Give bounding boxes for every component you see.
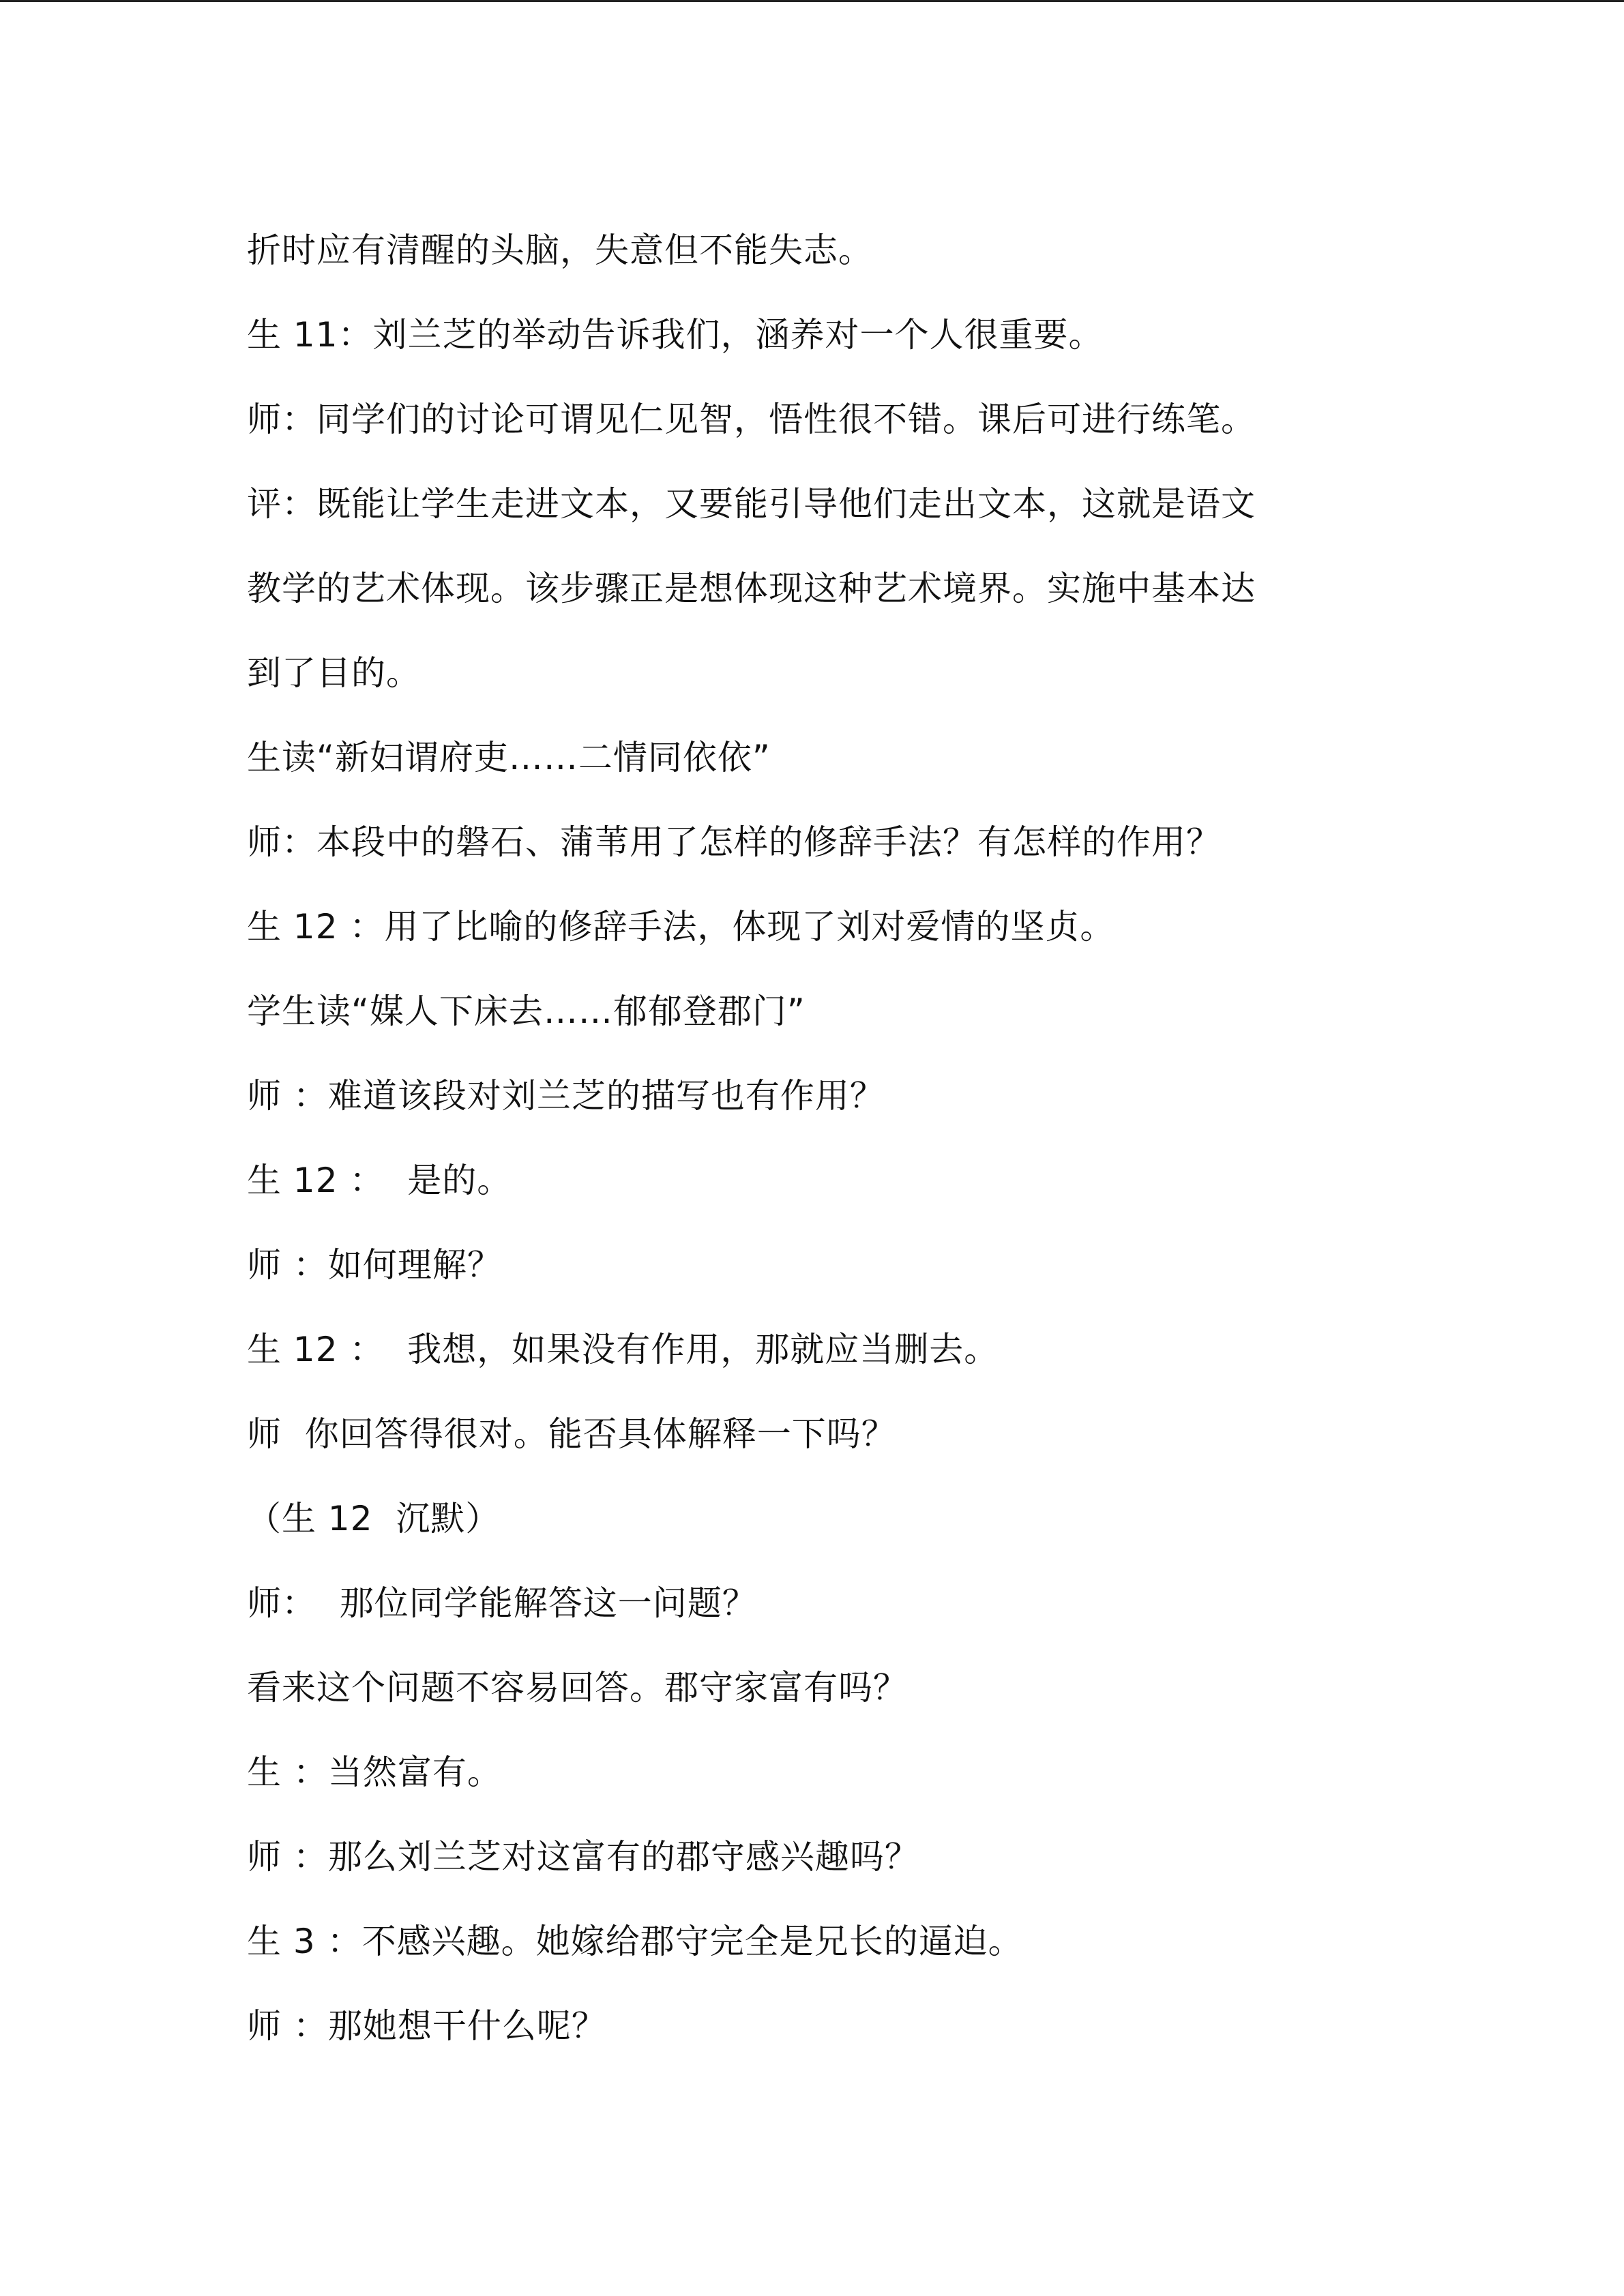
document-body bbox=[247, 208, 1393, 2068]
text-line: （生 12 沉默） bbox=[247, 1499, 501, 1538]
text-line: 师 ：那她想干什么呢？ bbox=[247, 2006, 606, 2046]
text-line: 师 你回答得很对。能否具体解释一下吗？ bbox=[247, 1414, 896, 1454]
text-line: 生 12 ： 是的。 bbox=[247, 1161, 512, 1200]
text-line: 学生读“媒人下床去……郁郁登郡门” bbox=[247, 992, 806, 1031]
text-line: 生读“新妇谓府吏……二情同依依” bbox=[247, 738, 771, 777]
text-line: 生 11：刘兰芝的举动告诉我们，涵养对一个人很重要。 bbox=[247, 315, 1104, 355]
text-line: 师 ：难道该段对刘兰芝的描写也有作用？ bbox=[247, 1076, 885, 1116]
text-line: 评：既能让学生走进文本，又要能引导他们走出文本，这就是语文 bbox=[247, 484, 1256, 524]
text-line: 师：同学们的讨论可谓见仁见智，悟性很不错。课后可进行练笔。 bbox=[247, 400, 1256, 439]
text-line: 师 ：如何理解？ bbox=[247, 1245, 502, 1285]
text-line: 教学的艺术体现。该步骤正是想体现这种艺术境界。实施中基本达 bbox=[247, 569, 1256, 608]
text-line: 折时应有清醒的头脑，失意但不能失志。 bbox=[247, 230, 873, 270]
text-line: 师： 那位同学能解答这一问题？ bbox=[247, 1583, 757, 1623]
text-line: 师 ：那么刘兰芝对这富有的郡守感兴趣吗？ bbox=[247, 1837, 919, 1877]
page-top-border bbox=[0, 0, 1624, 2]
text-line: 生 3 ：不感兴趣。她嫁给郡守完全是兄长的逼迫。 bbox=[247, 1922, 1023, 1961]
text-line: 看来这个问题不容易回答。郡守家富有吗？ bbox=[247, 1668, 908, 1708]
text-line: 生 12 ：用了比喻的修辞手法，体现了刘对爱情的坚贞。 bbox=[247, 907, 1115, 946]
text-line: 师：本段中的磐石、蒲苇用了怎样的修辞手法？有怎样的作用？ bbox=[247, 822, 1221, 862]
text-line: 生 12 ： 我想，如果没有作用，那就应当删去。 bbox=[247, 1330, 999, 1369]
text-line: 生 ：当然富有。 bbox=[247, 1753, 502, 1792]
text-line: 到了目的。 bbox=[247, 653, 421, 693]
